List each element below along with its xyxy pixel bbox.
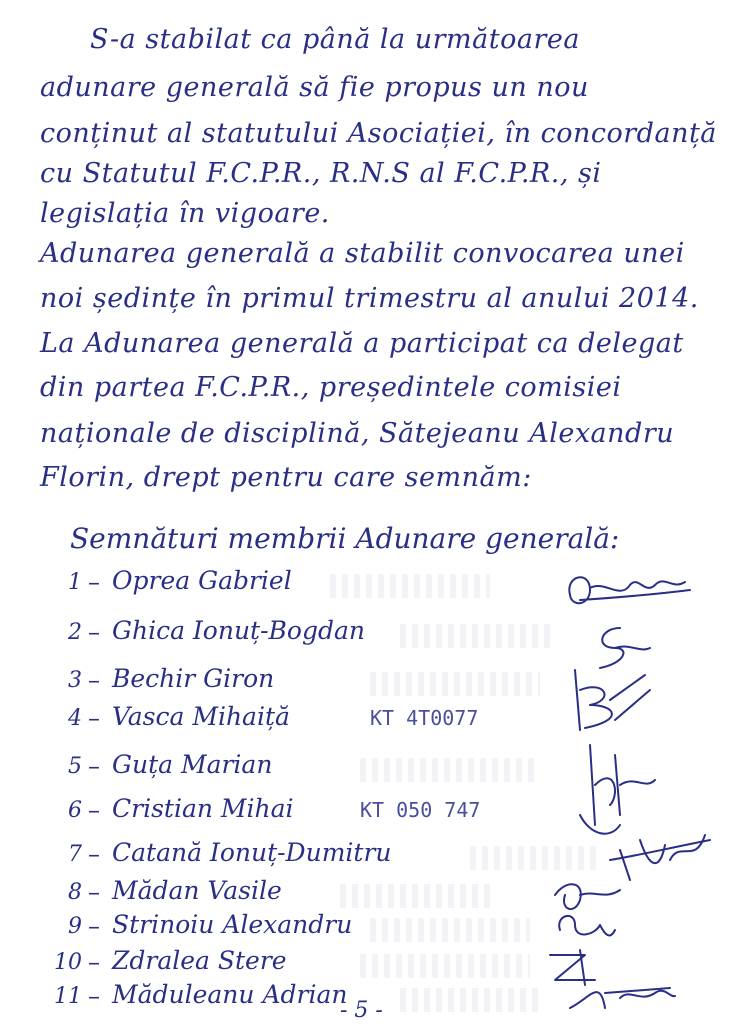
redacted-id xyxy=(470,846,600,870)
member-name: Strinoiu Alexandru xyxy=(112,910,353,939)
member-name: Mădan Vasile xyxy=(112,876,282,905)
member-name: Zdralea Stere xyxy=(112,946,287,975)
paragraph-line: Florin, drept pentru care semnăm: xyxy=(40,462,532,493)
paragraph-line: S-a stabilat ca până la următoarea xyxy=(90,24,580,55)
paragraph-line: Adunarea generală a stabilit convocarea unei xyxy=(40,238,685,269)
paragraph-line: conținut al statutului Asociației, în concordanță xyxy=(40,118,717,149)
redacted-id xyxy=(330,574,490,598)
dash: – xyxy=(88,840,100,868)
member-name: Vasca Mihaiță xyxy=(112,702,290,731)
member-name: Măduleanu Adrian xyxy=(112,980,348,1009)
member-number: 3 xyxy=(68,668,82,693)
page-number: - 5 - xyxy=(340,998,383,1023)
paragraph-line: cu Statutul F.C.P.R., R.N.S al F.C.P.R., și xyxy=(40,158,602,189)
redacted-id xyxy=(360,954,530,978)
redacted-id xyxy=(400,988,540,1012)
signature-1 xyxy=(560,560,700,620)
dash: – xyxy=(88,796,100,824)
member-name: Ghica Ionuț-Bogdan xyxy=(112,616,365,645)
member-name: Guța Marian xyxy=(112,750,273,779)
paragraph-line: naționale de disciplină, Sătejeanu Alexandru xyxy=(40,418,675,449)
signature-11 xyxy=(560,968,680,1018)
member-number: 10 xyxy=(54,950,82,975)
dash: – xyxy=(88,948,100,976)
dash: – xyxy=(88,752,100,780)
dash: – xyxy=(88,618,100,646)
dash: – xyxy=(88,568,100,596)
member-name: Cristian Mihai xyxy=(112,794,294,823)
member-id: KT 4T0077 xyxy=(370,706,479,730)
dash: – xyxy=(88,704,100,732)
paragraph-line: adunare generală să fie propus un nou xyxy=(40,72,589,103)
member-number: 7 xyxy=(68,842,82,867)
redacted-id xyxy=(400,624,550,648)
member-name: Oprea Gabriel xyxy=(112,566,292,595)
redacted-id xyxy=(370,918,530,942)
member-row xyxy=(30,910,730,946)
member-number: 1 xyxy=(68,570,82,595)
dash: – xyxy=(88,878,100,906)
paragraph-line: noi ședințe în primul trimestru al anului 2014. xyxy=(40,283,699,314)
redacted-id xyxy=(340,884,490,908)
member-number: 4 xyxy=(68,706,82,731)
member-number: 8 xyxy=(68,880,82,905)
member-number: 9 xyxy=(68,914,82,939)
member-id: KT 050 747 xyxy=(360,798,481,822)
member-number: 11 xyxy=(54,984,82,1009)
member-name: Bechir Giron xyxy=(112,664,275,693)
dash: – xyxy=(88,912,100,940)
paragraph-line: din partea F.C.P.R., președintele comisiei xyxy=(40,372,622,403)
paragraph-line: legislația în vigoare. xyxy=(40,198,330,229)
signatures-title: Semnături membrii Adunare generală: xyxy=(70,522,620,555)
member-number: 2 xyxy=(68,620,82,645)
signature-3 xyxy=(560,660,660,740)
redacted-id xyxy=(370,672,540,696)
dash: – xyxy=(88,666,100,694)
redacted-id xyxy=(360,758,540,782)
member-number: 6 xyxy=(68,798,82,823)
dash: – xyxy=(88,982,100,1010)
member-name: Catană Ionuț-Dumitru xyxy=(112,838,392,867)
member-number: 5 xyxy=(68,754,82,779)
paragraph-line: La Adunarea generală a participat ca delegat xyxy=(40,328,684,359)
